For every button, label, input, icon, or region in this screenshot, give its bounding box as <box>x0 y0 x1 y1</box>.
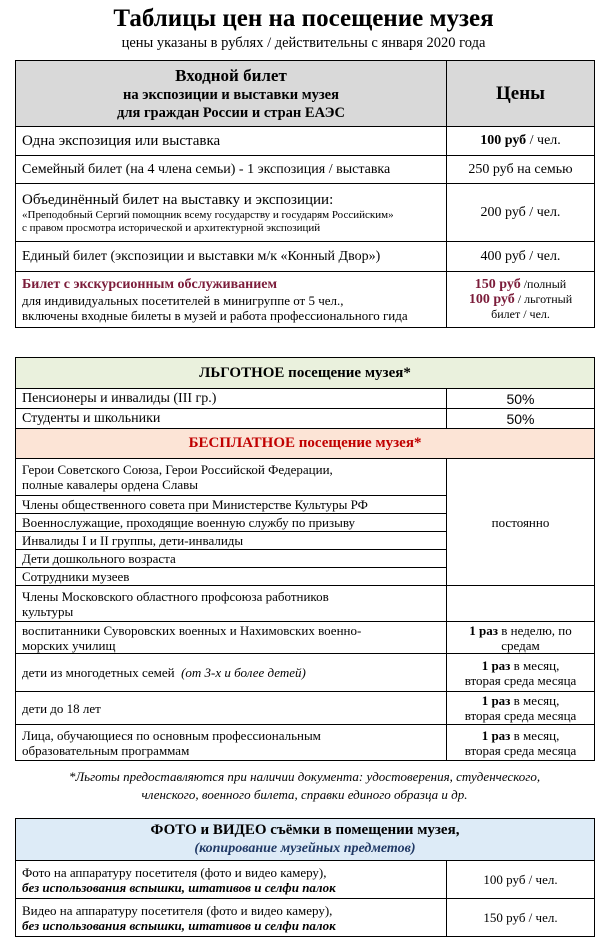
table-row <box>16 184 595 242</box>
footnote-line1: *Льготы предоставляются при наличии документа: удостоверения, студенческого, <box>68 769 541 784</box>
single-exhibit-label: Одна экспозиция или выставка <box>16 127 447 156</box>
entry-prices-table <box>15 60 595 328</box>
photo-label <box>16 861 447 899</box>
full-price-unit: /полный <box>520 277 567 291</box>
table-row <box>16 861 595 899</box>
heroes-label <box>16 459 447 496</box>
footnote-line2: членского, военного билета, справки единого образца и др. <box>141 787 468 802</box>
table-row <box>16 725 595 761</box>
frequency-line2: вторая среда месяца <box>464 708 577 723</box>
students-value: 50% <box>447 409 595 429</box>
excursion-ticket-cell <box>16 272 447 328</box>
table-row <box>16 899 595 937</box>
entry-header-title: Входной билет <box>175 65 287 85</box>
museum-staff-label: Сотрудники музеев <box>16 568 447 586</box>
frequency-rest: в месяц, <box>510 693 560 708</box>
prices-header: Цены <box>447 61 595 127</box>
video-price: 150 руб / чел. <box>447 899 595 937</box>
reduced-price-unit: / льготный <box>514 292 573 306</box>
conscripts-label: Военнослужащие, проходящие военную службу по призыву <box>16 514 447 532</box>
combined-ticket-note: с правом просмотра исторической и архитектурной экспозиций <box>22 221 321 234</box>
frequency-bold: 1 раз <box>481 657 511 673</box>
photo-header-sub: (копирование музейных предметов) <box>194 841 416 856</box>
vocational-students-value <box>447 725 595 761</box>
unified-ticket-price: 400 руб / чел. <box>447 242 595 272</box>
single-exhibit-price <box>447 127 595 156</box>
family-ticket-price: 250 руб на семью <box>447 156 595 184</box>
photo-header <box>16 819 595 861</box>
video-label-text: Видео на аппаратуру посетителя (фото и видео камеру), <box>22 902 333 918</box>
vocational-students-label <box>16 725 447 761</box>
price-unit: / чел. <box>526 133 561 148</box>
free-header-row <box>16 429 595 459</box>
table-row <box>16 389 595 409</box>
reduced-price-value: 100 руб <box>468 292 515 307</box>
unified-ticket-label: Единый билет (экспозиции и выставки м/к «Конный Двор») <box>16 242 447 272</box>
cadets-line1: воспитанники Суворовских военных и Нахимовских военно- <box>22 622 362 638</box>
photo-video-table <box>15 818 595 937</box>
discount-header-row <box>16 358 595 389</box>
large-families-text: дети из многодетных семей <box>22 665 175 680</box>
heroes-line2: полные кавалеры ордена Славы <box>22 477 198 492</box>
under18-value <box>447 692 595 725</box>
union-members-label <box>16 586 447 622</box>
cadets-value <box>447 622 595 654</box>
photo-price: 100 руб / чел. <box>447 861 595 899</box>
disabled-label: Инвалиды I и II группы, дети-инвалиды <box>16 532 447 550</box>
frequency-rest: в месяц, <box>510 727 560 743</box>
table-row <box>16 654 595 692</box>
under18-label: дети до 18 лет <box>16 692 447 725</box>
page-subtitle: цены указаны в рублях / действительны с января 2020 года <box>121 35 486 51</box>
benefits-footnote <box>15 768 594 804</box>
union-line1: Члены Московского областного профсоюза работников <box>22 588 329 604</box>
photo-header-row <box>16 819 595 861</box>
photo-label-note: без использования вспышки, штативов и селфи палок <box>22 879 336 895</box>
large-families-note: (от 3-х и более детей) <box>181 665 306 680</box>
always-free-continued <box>447 586 595 622</box>
table-row <box>16 586 595 622</box>
page-title: Таблицы цен на посещение музея <box>113 5 494 32</box>
entry-header-row <box>16 61 595 127</box>
free-header: БЕСПЛАТНОЕ посещение музея* <box>16 429 595 459</box>
vocational-line2: образовательным программам <box>22 742 190 758</box>
frequency-line2: вторая среда месяца <box>464 672 577 688</box>
frequency-rest: в неделю, по <box>498 622 572 638</box>
entry-header-cell <box>16 61 447 127</box>
excursion-ticket-note: для индивидуальных посетителей в минигруппе от 5 чел., <box>22 292 344 308</box>
union-line2: культуры <box>22 603 74 619</box>
frequency-bold: 1 раз <box>469 622 498 638</box>
excursion-ticket-note: включены входные билеты в музей и работа профессионального гида <box>22 307 408 323</box>
pensioners-label: Пенсионеры и инвалиды (III гр.) <box>16 389 447 409</box>
table-row <box>16 272 595 328</box>
preschool-label: Дети дошкольного возраста <box>16 550 447 568</box>
table-row <box>16 459 595 496</box>
frequency-bold: 1 раз <box>481 693 511 708</box>
excursion-ticket-label: Билет с экскурсионным обслуживанием <box>22 276 278 292</box>
always-free-value: постоянно <box>447 459 595 586</box>
combined-ticket-label: Объединённый билет на выставку и экспозиции: <box>22 191 334 208</box>
table-row <box>16 156 595 184</box>
combined-ticket-cell <box>16 184 447 242</box>
table-row <box>16 692 595 725</box>
video-label <box>16 899 447 937</box>
frequency-bold: 1 раз <box>481 727 511 743</box>
frequency-line2: вторая среда месяца <box>464 742 577 758</box>
table-row <box>16 242 595 272</box>
students-label: Студенты и школьники <box>16 409 447 429</box>
large-families-label <box>16 654 447 692</box>
vocational-line1: Лица, обучающиеся по основным профессиональным <box>22 727 321 743</box>
benefits-table <box>15 357 595 761</box>
video-label-note: без использования вспышки, штативов и селфи палок <box>22 917 336 933</box>
council-label: Члены общественного совета при Министерстве Культуры РФ <box>16 496 447 514</box>
table-row <box>16 127 595 156</box>
photo-label-text: Фото на аппаратуру посетителя (фото и видео камеру), <box>22 864 327 880</box>
frequency-line2: средам <box>501 637 540 653</box>
discount-header: ЛЬГОТНОЕ посещение музея* <box>16 358 595 389</box>
entry-header-sub1: на экспозиции и выставки музея <box>123 86 339 103</box>
table-row <box>16 409 595 429</box>
photo-header-title: ФОТО и ВИДЕО съёмки в помещении музея, <box>150 822 460 838</box>
family-ticket-label: Семейный билет (на 4 члена семьи) - 1 экспозиция / выставка <box>16 156 447 184</box>
excursion-ticket-price <box>447 272 595 328</box>
frequency-rest: в месяц, <box>510 657 560 673</box>
pensioners-value: 50% <box>447 389 595 409</box>
combined-ticket-price: 200 руб / чел. <box>447 184 595 242</box>
entry-header-sub2: для граждан России и стран ЕАЭС <box>117 104 345 121</box>
full-price-value: 150 руб <box>474 277 521 292</box>
heroes-line1: Герои Советского Союза, Герои Российской Федерации, <box>22 462 333 477</box>
price-value: 100 руб <box>480 133 527 148</box>
cadets-line2: морских училищ <box>22 637 116 653</box>
reduced-price-unit2: билет / чел. <box>491 307 550 321</box>
large-families-value <box>447 654 595 692</box>
combined-ticket-note: «Преподобный Сергий помощник всему государству и государям Российским» <box>22 208 394 221</box>
cadets-label <box>16 622 447 654</box>
table-row <box>16 622 595 654</box>
